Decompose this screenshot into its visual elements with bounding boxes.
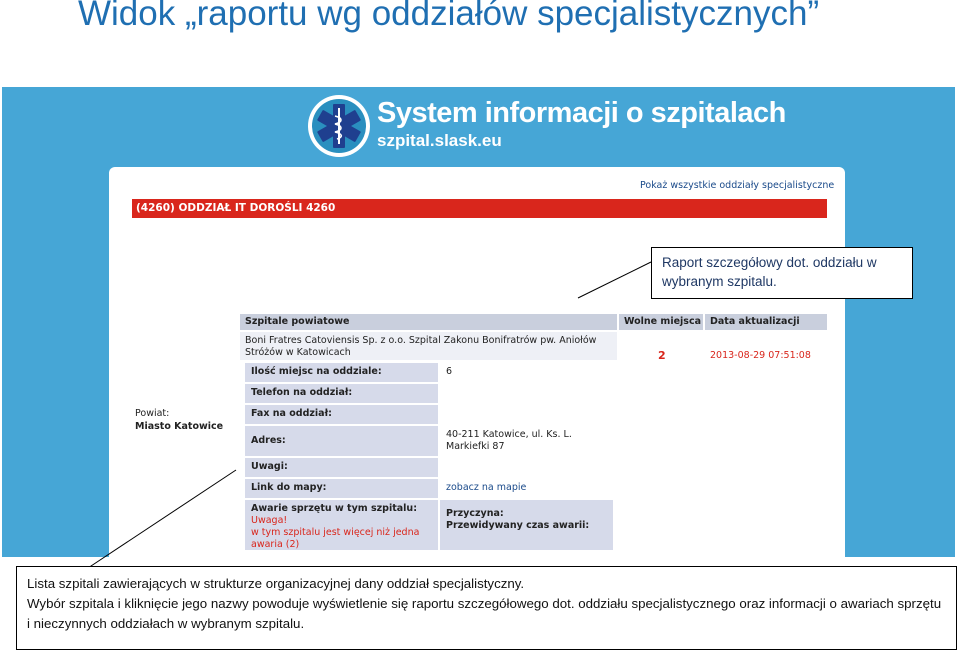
phone-value xyxy=(440,384,613,403)
beds-value: 6 xyxy=(440,363,613,382)
powiat-info xyxy=(135,407,223,433)
ward-header: (4260) ODDZIAŁ IT DOROŚLI 4260 xyxy=(132,199,827,218)
col-header-free-places: Wolne miejsca xyxy=(619,314,703,330)
show-all-wards-link[interactable]: Pokaż wszystkie oddziały specjalistyczne xyxy=(640,180,835,191)
caption-line-1: Lista szpitali zawierających w strukturze organizacyjnej dany oddział specjalistyczny. xyxy=(27,576,525,591)
notes-value xyxy=(440,458,613,477)
address-label: Adres: xyxy=(245,426,438,456)
col-header-update-date: Data aktualizacji xyxy=(705,314,827,330)
site-banner xyxy=(307,94,786,154)
powiat-label: Powiat: xyxy=(135,408,170,419)
failure-cause-box xyxy=(440,500,613,550)
fax-value xyxy=(440,405,613,424)
hospital-name-link[interactable]: Boni Fratres Catoviensis Sp. z o.o. Szpital Zakonu Bonifratrów pw. Aniołów Stróżów w Katowicach xyxy=(240,332,617,360)
caption-line-2: Wybór szpitala i kliknięcie jego nazwy powoduje wyświetlenie się raportu szczegółowego dot. oddziału specjalistycznego oraz informacji o awariach sprzętu i nieczynnych oddziałach w wybranym szpitalu. xyxy=(27,596,942,631)
report-panel xyxy=(109,167,845,557)
website-screenshot xyxy=(2,87,955,557)
address-value: 40-211 Katowice, ul. Ks. L. Markiefki 87 xyxy=(440,426,613,456)
failure-repair-time-label: Przewidywany czas awarii: xyxy=(446,520,590,531)
failures-text: w tym szpitalu jest więcej niż jedna awaria (2) xyxy=(251,527,420,550)
site-url: szpital.slask.eu xyxy=(377,131,502,150)
powiat-value: Miasto Katowice xyxy=(135,421,224,432)
slide-title: Widok „raportu wg oddziałów specjalistycznych” xyxy=(78,0,820,33)
failures-label: Awarie sprzętu w tym szpitalu: xyxy=(251,503,417,514)
site-title: System informacji o szpitalach xyxy=(377,97,786,129)
star-of-life-logo-icon xyxy=(307,94,371,158)
failures-box xyxy=(245,500,438,550)
failure-cause-label: Przyczyna: xyxy=(446,508,504,519)
fax-label: Fax na oddział: xyxy=(245,405,438,424)
beds-label: Ilość miejsc na oddziale: xyxy=(245,363,438,382)
update-date: 2013-08-29 07:51:08 xyxy=(710,350,811,361)
map-link[interactable]: zobacz na mapie xyxy=(440,479,613,498)
failures-warning: Uwaga! xyxy=(251,515,288,526)
notes-label: Uwagi: xyxy=(245,458,438,477)
caption-box xyxy=(16,566,957,650)
callout-box: Raport szczegółowy dot. oddziału w wybranym szpitalu. xyxy=(651,247,913,299)
free-places-count: 2 xyxy=(658,349,666,362)
map-label: Link do mapy: xyxy=(245,479,438,498)
phone-label: Telefon na oddział: xyxy=(245,384,438,403)
col-header-county-hospitals: Szpitale powiatowe xyxy=(240,314,617,330)
